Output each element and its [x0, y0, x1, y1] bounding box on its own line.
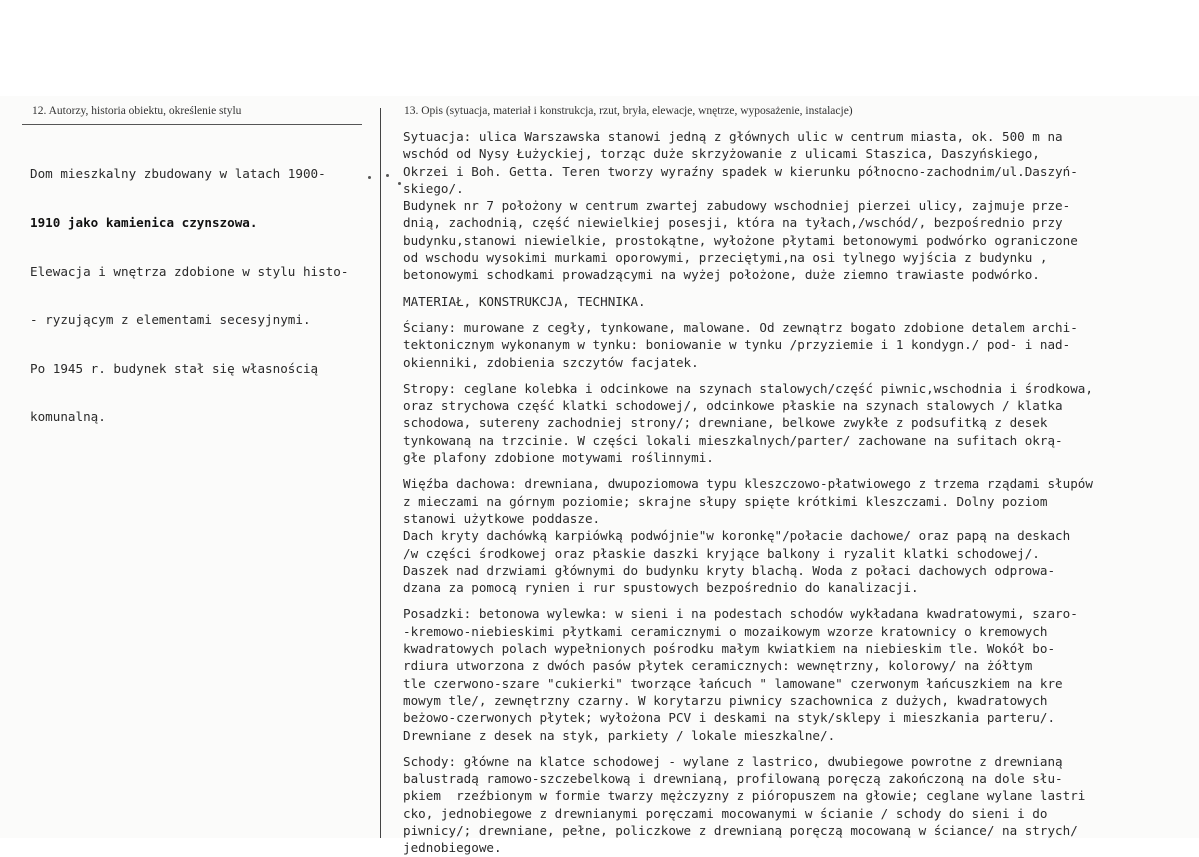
section-line: Budynek nr 7 położony w centrum zwartej zabudowy wschodniej pierzei ulicy, zajmuje prze- [403, 198, 1071, 214]
section-line: od wschodu wysokimi murkami oporowymi, przeciętymi,na osi tylnego wyjścia z budynku , [403, 250, 1048, 266]
header-authors-history: 12. Autorzy, historia obiektu, określenie stylu [32, 105, 242, 117]
section-line: oraz strychowa część klatki schodowej/, odcinkowe płaskie na szynach stalowych / klatka [403, 398, 1063, 414]
section-posadzki [403, 605, 1193, 743]
section-line: rdiura utworzona z dwóch pasów płytek ceramicznych: wewnętrzny, kolorowy/ na żółtym [403, 658, 1033, 674]
section-line: schodowa, sutereny zachodniej strony/; drewniane, belkowe zwykłe z podsufitką z desek [403, 415, 1048, 431]
section-line: Ściany: murowane z cegły, tynkowane, malowane. Od zewnątrz bogato zdobione detalem archi- [403, 319, 1078, 335]
section-line: tynkowaną na trzcinie. W części lokali mieszkalnych/parter/ zachowane na sufitach okrą- [403, 432, 1063, 448]
section-gap [403, 596, 1193, 605]
section-line: Więźba dachowa: drewniana, dwupoziomowa typu kleszczowo-płatwiowego z trzema rządami słupów [403, 476, 1093, 492]
left-column-text [30, 134, 370, 458]
column-divider [380, 108, 381, 838]
section-line: okienniki, zdobienia szczytów facjatek. [403, 354, 699, 370]
section-line: Drewniane z desek na styk, parkiety / lokale mieszkalne/. [403, 727, 836, 743]
section-line: Dach kryty dachówką karpiówką podwójnie"w koronkę"/połacie dachowe/ oraz papą na deskach [403, 528, 1071, 544]
left-line: Dom mieszkalny zbudowany w latach 1900- [30, 166, 326, 182]
section-gap [403, 466, 1193, 475]
section-gap [403, 371, 1193, 380]
header-underline [22, 124, 362, 125]
section-line: cko, jednobiegowe z drewnianymi poręczami mocowanymi w ścianie / schody do sieni i do [403, 805, 1048, 821]
section-line: Schody: główne na klatce schodowej - wylane z lastrico, dwubiegowe powrotne z drewnianą [403, 753, 1063, 769]
section-line: stanowi użytkowe poddasze. [403, 510, 601, 526]
left-line: - ryzującym z elementami secesyjnymi. [30, 312, 311, 328]
section-line: MATERIAŁ, KONSTRUKCJA, TECHNIKA. [403, 293, 646, 309]
ink-speck [386, 174, 389, 177]
section-gap [403, 310, 1193, 319]
section-line: Daszek nad drzwiami głównymi do budynku kryty blachą. Woda z połaci dachowych odprowa- [403, 562, 1056, 578]
section-line: betonowymi schodkami prowadzącymi na wyżej położone, duże ziemno trawiaste podwórko. [403, 267, 1040, 283]
section-line: jednobiegowe. [403, 840, 502, 856]
section-gap [403, 284, 1193, 293]
section-line: dzana za pomocą rynien i rur spustowych bezpośrednio do kanalizacji. [403, 580, 919, 596]
section-line: wschód od Nysy Łużyckiej, torząc duże skrzyżowanie z ulicami Staszica, Daszyńskiego, [403, 146, 1040, 162]
header-description: 13. Opis (sytuacja, materiał i konstrukcja, rzut, bryła, elewacje, wnętrze, wyposażenie, instalacje) [404, 105, 853, 117]
right-column-text [403, 128, 1193, 857]
section-sytuacja [403, 128, 1193, 284]
left-line: Elewacja i wnętrza zdobione w stylu histo- [30, 263, 349, 279]
section-line: piwnicy/; drewniane, pełne, policzkowe z drewnianą poręczą mocowaną w ściance/ na strych/ [403, 822, 1078, 838]
ink-speck [368, 176, 371, 179]
left-line: komunalną. [30, 409, 106, 425]
section-line: dnią, zachodnią, część niewielkiej posesji, która na tyłach,/wschód/, bezpośrednio przy [403, 215, 1063, 231]
section-line: budynku,stanowi niewielkie, prostokątne, wyłożone płytami betonowymi podwórko ograniczone [403, 232, 1078, 248]
section-line: Okrzei i Boh. Getta. Teren tworzy wyraźny spadek w kierunku północno-zachodnim/ul.Daszyń- [403, 163, 1078, 179]
section-line: tektonicznym wykonanym w tynku: boniowanie w tynku /przyziemie i 1 kondygn./ pod- i nad- [403, 337, 1071, 353]
section-sciany [403, 319, 1193, 371]
section-line: skiego/. [403, 180, 464, 196]
ink-speck [398, 182, 401, 185]
section-gap [403, 744, 1193, 753]
section-stropy [403, 380, 1193, 466]
section-line: kwadratowych polach wypełnionych pośrodku małym kwiatkiem na niebieskim tle. Wokół bo- [403, 641, 1056, 657]
section-line: mowym tle/, zewnętrzny czarny. W korytarzu piwnicy szachownica z dużych, kwadratowych [403, 692, 1048, 708]
section-line: beżowo-czerwonych płytek; wyłożona PCV i deskami na styk/sklepy i mieszkania parteru/. [403, 710, 1056, 726]
section-line: tle czerwono-szare "cukierki" tworzące łańcuch " lamowane" czerwonym łańcuszkiem na kre [403, 675, 1063, 691]
section-line: pkiem rzeźbionym w formie twarzy mężczyzny z pióropuszem na głowie; ceglane wylane lastri [403, 788, 1086, 804]
section-line: /w części środkowej oraz płaskie daszki kryjące balkony i ryzalit klatki schodowej/. [403, 545, 1040, 561]
section-line: Stropy: ceglane kolebka i odcinkowe na szynach stalowych/część piwnic,wschodnia i środkowa, [403, 380, 1093, 396]
section-line: -kremowo-niebieskimi płytkami ceramicznymi o mozaikowym wzorze kratownicy o kremowych [403, 623, 1048, 639]
section-line: Sytuacja: ulica Warszawska stanowi jedną z głównych ulic w centrum miasta, ok. 500 m na [403, 129, 1063, 144]
section-line: balustradą ramowo-szczebelkową i drewnianą, profilowaną poręczą zakończoną na dole słu- [403, 771, 1063, 787]
section-schody [403, 753, 1193, 857]
top-margin [0, 0, 1199, 96]
section-line: z mieczami na górnym poziomie; skrajne słupy spięte krótkimi kleszczami. Dolny poziom [403, 493, 1048, 509]
left-line: Po 1945 r. budynek stał się własnością [30, 360, 319, 376]
section-line: głe plafony zdobione motywami roślinnymi. [403, 450, 714, 466]
left-line: 1910 jako kamienica czynszowa. [30, 215, 258, 231]
section-wiezba [403, 475, 1193, 596]
section-line: Posadzki: betonowa wylewka: w sieni i na podestach schodów wykładana kwadratowymi, szaro- [403, 606, 1078, 622]
section-material [403, 293, 1193, 310]
